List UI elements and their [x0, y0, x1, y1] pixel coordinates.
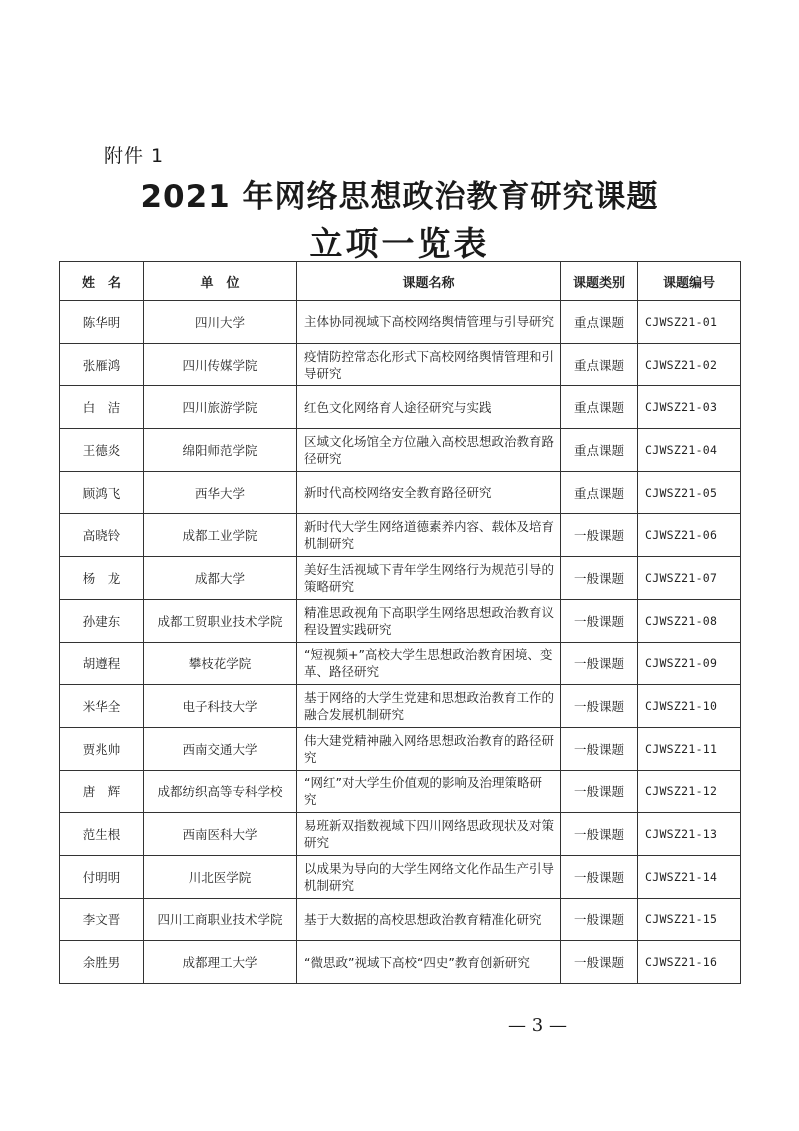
cell-code: CJWSZ21-06 — [638, 514, 741, 557]
cell-category: 重点课题 — [561, 343, 638, 386]
cell-code: CJWSZ21-11 — [638, 727, 741, 770]
cell-category: 重点课题 — [561, 301, 638, 344]
table-row — [60, 514, 741, 557]
table-row — [60, 727, 741, 770]
cell-topic: 基于大数据的高校思想政治教育精准化研究 — [297, 898, 561, 941]
cell-topic: 红色文化网络育人途径研究与实践 — [297, 386, 561, 429]
table-row — [60, 386, 741, 429]
cell-category: 一般课题 — [561, 898, 638, 941]
table-row — [60, 642, 741, 685]
document-title-line1: 2021 年网络思想政治教育研究课题 — [140, 179, 659, 215]
cell-code: CJWSZ21-14 — [638, 855, 741, 898]
cell-unit: 成都纺织高等专科学校 — [144, 770, 297, 813]
table-row — [60, 557, 741, 600]
cell-code: CJWSZ21-05 — [638, 471, 741, 514]
cell-topic: 易班新双指数视域下四川网络思政现状及对策研究 — [297, 813, 561, 856]
cell-topic: 新时代高校网络安全教育路径研究 — [297, 471, 561, 514]
cell-name: 范生根 — [60, 813, 144, 856]
header-unit: 单 位 — [144, 262, 297, 301]
table-row — [60, 770, 741, 813]
cell-unit: 川北医学院 — [144, 855, 297, 898]
cell-unit: 成都大学 — [144, 557, 297, 600]
cell-code: CJWSZ21-03 — [638, 386, 741, 429]
cell-topic: 美好生活视域下青年学生网络行为规范引导的策略研究 — [297, 557, 561, 600]
cell-name: 杨 龙 — [60, 557, 144, 600]
cell-name: 米华全 — [60, 685, 144, 728]
cell-code: CJWSZ21-16 — [638, 941, 741, 984]
table-row — [60, 471, 741, 514]
cell-unit: 西南医科大学 — [144, 813, 297, 856]
cell-unit: 电子科技大学 — [144, 685, 297, 728]
cell-category: 一般课题 — [561, 557, 638, 600]
header-category: 课题类别 — [561, 262, 638, 301]
cell-code: CJWSZ21-12 — [638, 770, 741, 813]
cell-name: 李文晋 — [60, 898, 144, 941]
header-code: 课题编号 — [638, 262, 741, 301]
cell-name: 顾鸿飞 — [60, 471, 144, 514]
cell-name: 付明明 — [60, 855, 144, 898]
cell-unit: 成都工贸职业技术学院 — [144, 599, 297, 642]
cell-code: CJWSZ21-07 — [638, 557, 741, 600]
table-row — [60, 429, 741, 472]
cell-code: CJWSZ21-10 — [638, 685, 741, 728]
cell-topic: “微思政”视域下高校“四史”教育创新研究 — [297, 941, 561, 984]
cell-topic: “短视频+”高校大学生思想政治教育困境、变革、路径研究 — [297, 642, 561, 685]
cell-unit: 攀枝花学院 — [144, 642, 297, 685]
cell-code: CJWSZ21-04 — [638, 429, 741, 472]
cell-topic: 精准思政视角下高职学生网络思想政治教育议程设置实践研究 — [297, 599, 561, 642]
cell-code: CJWSZ21-13 — [638, 813, 741, 856]
page-number: — 3 — — [508, 1015, 567, 1036]
table-row — [60, 599, 741, 642]
table-row — [60, 898, 741, 941]
cell-code: CJWSZ21-02 — [638, 343, 741, 386]
project-list-table — [59, 261, 741, 984]
cell-name: 白 洁 — [60, 386, 144, 429]
cell-unit: 成都工业学院 — [144, 514, 297, 557]
cell-unit: 绵阳师范学院 — [144, 429, 297, 472]
table-row — [60, 941, 741, 984]
table-row — [60, 813, 741, 856]
cell-unit: 四川大学 — [144, 301, 297, 344]
cell-category: 一般课题 — [561, 685, 638, 728]
cell-category: 一般课题 — [561, 941, 638, 984]
cell-name: 唐 辉 — [60, 770, 144, 813]
cell-name: 贾兆帅 — [60, 727, 144, 770]
cell-name: 陈华明 — [60, 301, 144, 344]
cell-name: 孙建东 — [60, 599, 144, 642]
cell-name: 王德炎 — [60, 429, 144, 472]
header-name: 姓 名 — [60, 262, 144, 301]
cell-category: 一般课题 — [561, 599, 638, 642]
table-header-row — [60, 262, 741, 301]
header-topic: 课题名称 — [297, 262, 561, 301]
cell-category: 一般课题 — [561, 642, 638, 685]
cell-topic: 伟大建党精神融入网络思想政治教育的路径研究 — [297, 727, 561, 770]
cell-unit: 四川传媒学院 — [144, 343, 297, 386]
cell-topic: 以成果为导向的大学生网络文化作品生产引导机制研究 — [297, 855, 561, 898]
cell-topic: 基于网络的大学生党建和思想政治教育工作的融合发展机制研究 — [297, 685, 561, 728]
table-row — [60, 343, 741, 386]
cell-unit: 西南交通大学 — [144, 727, 297, 770]
cell-name: 张雁鸿 — [60, 343, 144, 386]
cell-category: 重点课题 — [561, 429, 638, 472]
cell-category: 一般课题 — [561, 813, 638, 856]
document-title-line2: 立项一览表 — [309, 224, 490, 263]
cell-unit: 四川旅游学院 — [144, 386, 297, 429]
cell-topic: 新时代大学生网络道德素养内容、载体及培育机制研究 — [297, 514, 561, 557]
cell-topic: “网红”对大学生价值观的影响及治理策略研究 — [297, 770, 561, 813]
cell-category: 重点课题 — [561, 471, 638, 514]
table-row — [60, 855, 741, 898]
cell-code: CJWSZ21-09 — [638, 642, 741, 685]
cell-category: 重点课题 — [561, 386, 638, 429]
cell-category: 一般课题 — [561, 770, 638, 813]
cell-code: CJWSZ21-08 — [638, 599, 741, 642]
cell-topic: 疫情防控常态化形式下高校网络舆情管理和引导研究 — [297, 343, 561, 386]
cell-unit: 成都理工大学 — [144, 941, 297, 984]
cell-unit: 四川工商职业技术学院 — [144, 898, 297, 941]
cell-name: 胡遵程 — [60, 642, 144, 685]
cell-name: 高晓铃 — [60, 514, 144, 557]
table-row — [60, 685, 741, 728]
cell-category: 一般课题 — [561, 514, 638, 557]
table-row — [60, 301, 741, 344]
cell-code: CJWSZ21-15 — [638, 898, 741, 941]
cell-topic: 区域文化场馆全方位融入高校思想政治教育路径研究 — [297, 429, 561, 472]
cell-unit: 西华大学 — [144, 471, 297, 514]
cell-code: CJWSZ21-01 — [638, 301, 741, 344]
table-body — [60, 301, 741, 984]
cell-category: 一般课题 — [561, 727, 638, 770]
cell-category: 一般课题 — [561, 855, 638, 898]
cell-topic: 主体协同视域下高校网络舆情管理与引导研究 — [297, 301, 561, 344]
cell-name: 余胜男 — [60, 941, 144, 984]
annex-label: 附件 1 — [104, 145, 165, 167]
